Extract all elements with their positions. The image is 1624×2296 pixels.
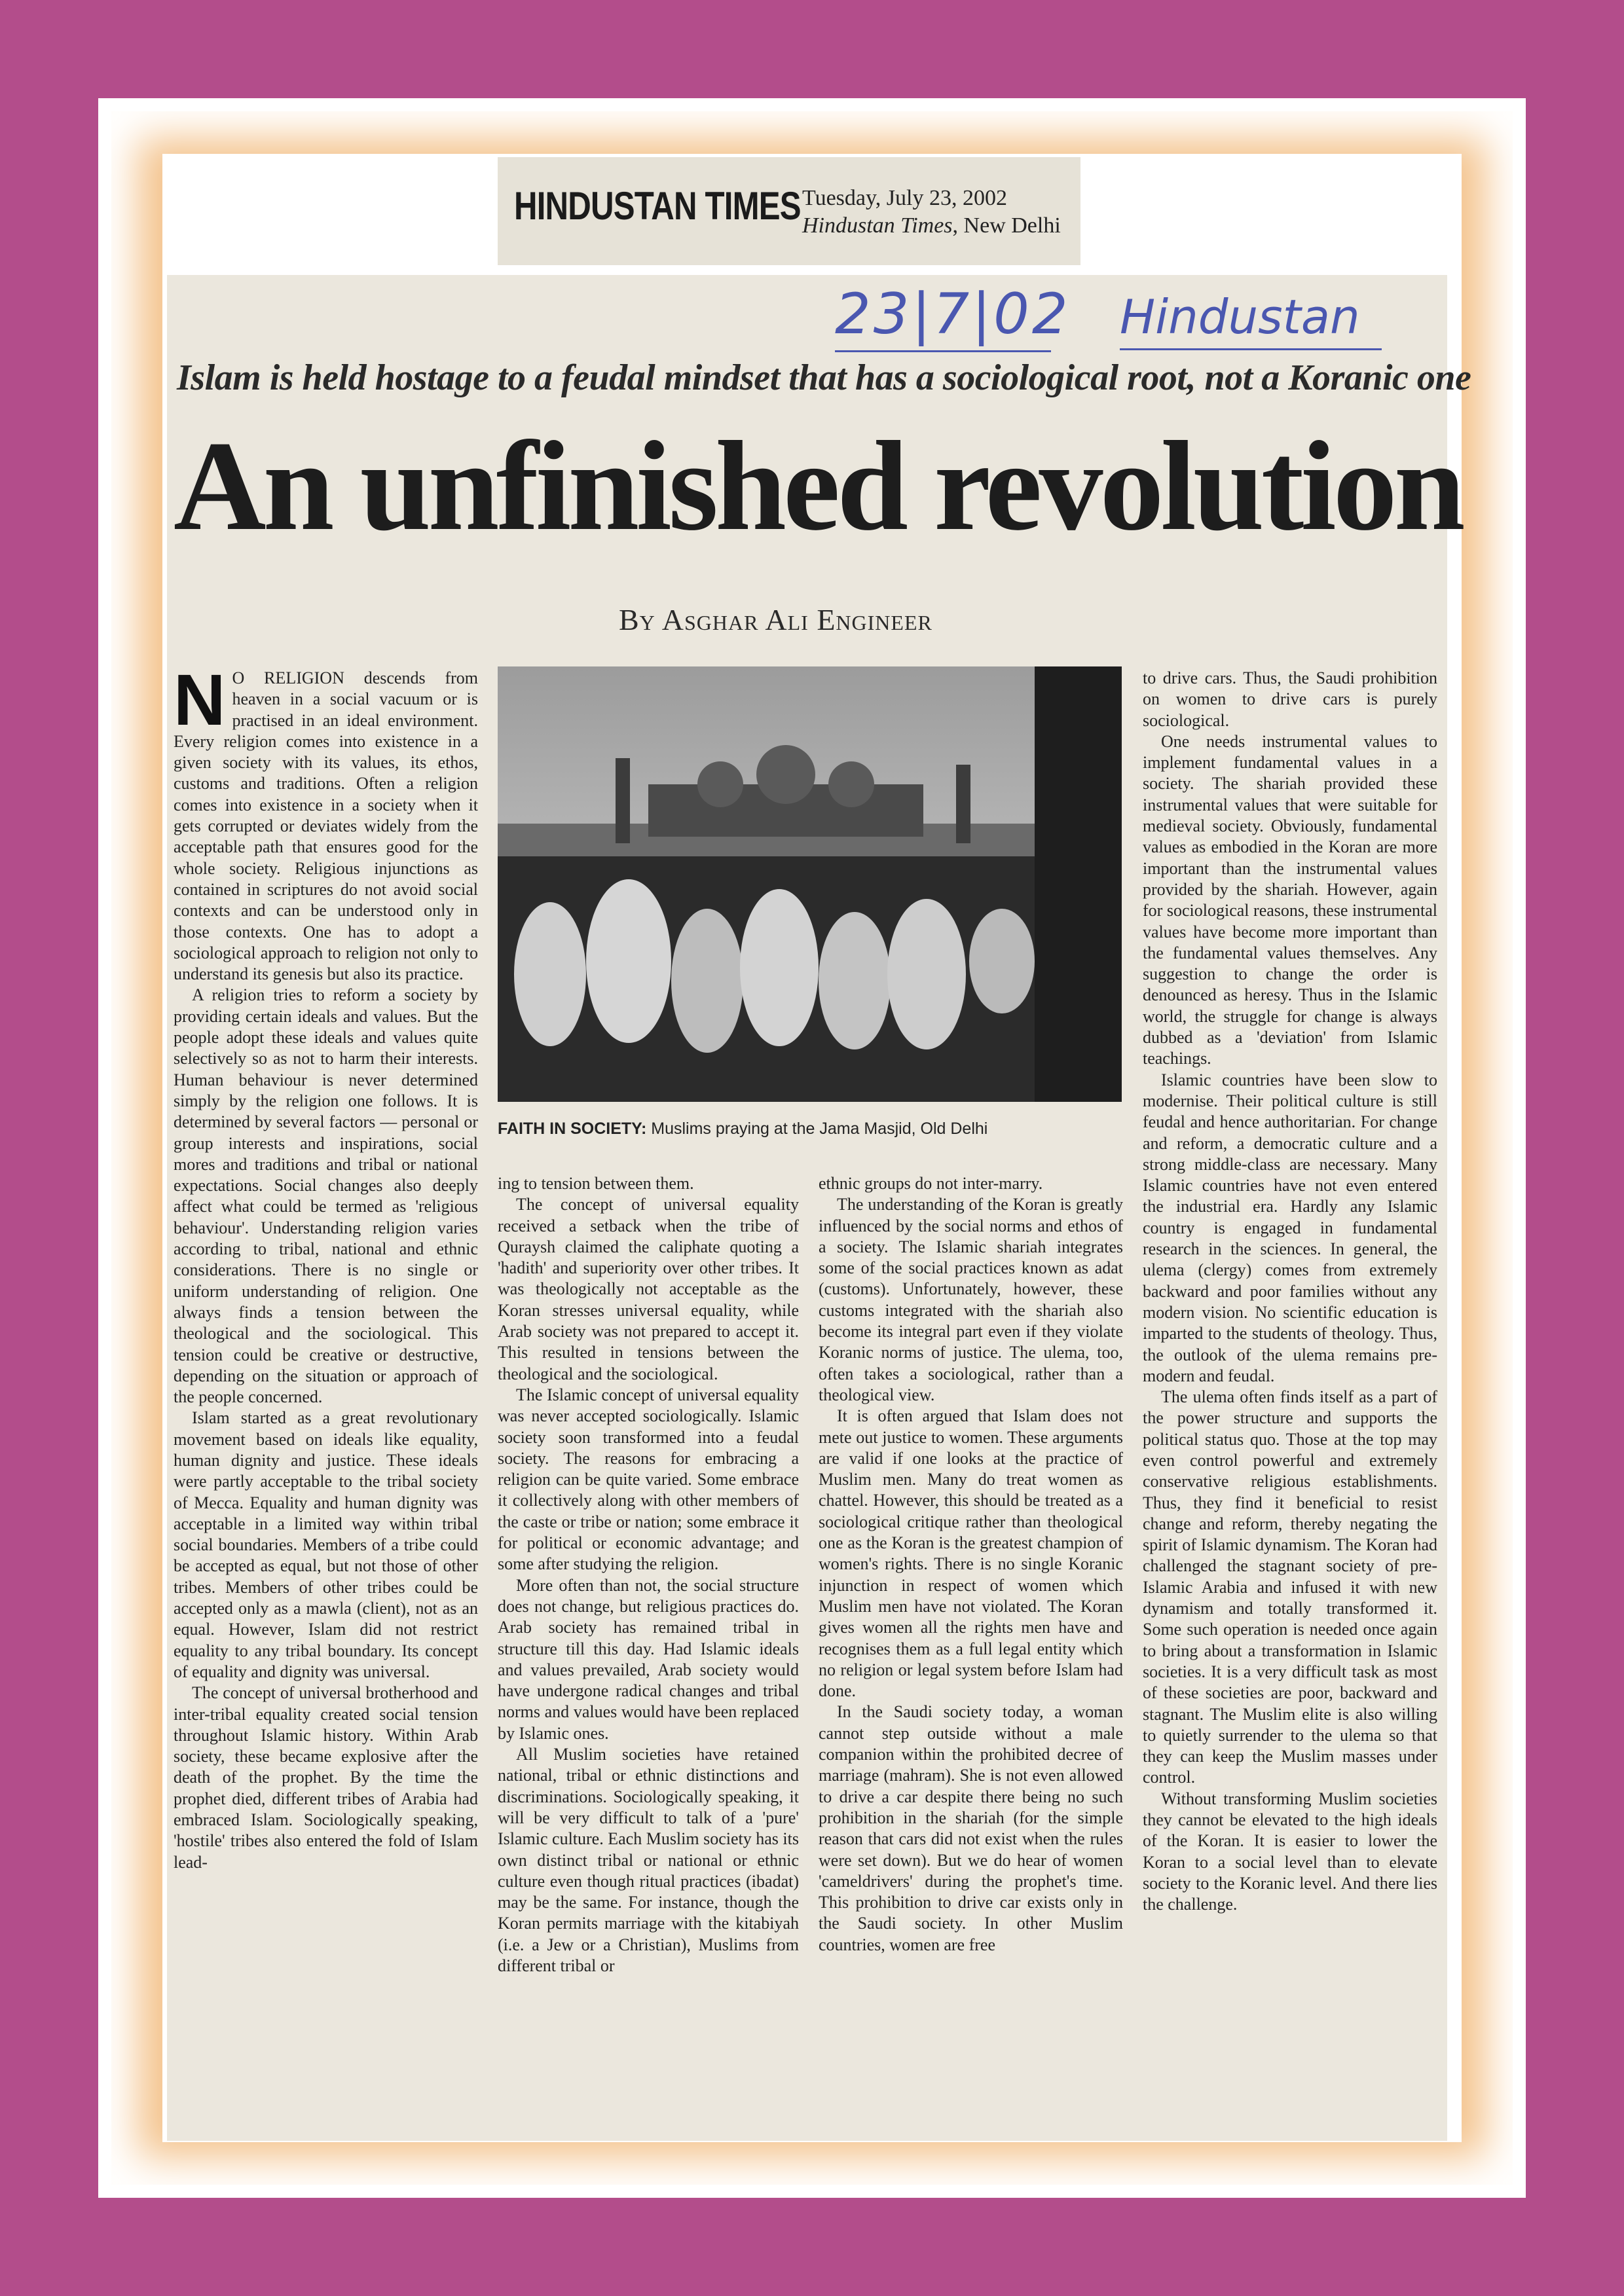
article-column-1 (174, 660, 478, 1873)
edition-city: , New Delhi (952, 213, 1061, 238)
paragraph: to drive cars. Thus, the Saudi prohibition on women to drive cars is purely sociological. (1143, 668, 1437, 730)
article-clipping (167, 275, 1471, 2141)
paragraph: The ulema often finds itself as a part of the power structure and supports the political status quo. Those at the top may even control powerful and extremely conservative religious establishments. Thus, they find it beneficial to resist change and reform, thereby negating the spirit of Islamic dynamism. The Koran had challenged the stagnant society of pre-Islamic Arabia and infused it with new dynamism and totally transformed it. Some such operation is needed once again to bring about a transformation in Islamic societies. It is a very difficult task as most of these societies are poor, backward and stagnant. The Muslim elite is also willing to quietly surrender to the ulema so that they can keep the Muslim masses under control. (1143, 1387, 1437, 1787)
article-byline: By Asghar Ali Engineer (619, 603, 932, 636)
paragraph: In the Saudi society today, a woman cannot step outside without a male companion within the prohibited decree of marriage (mahram). She is not even allowed to drive a car despite there being no such prohibition in the shariah (for the simple reason that cars did not exist when the rules were set down). But we do hear of women 'cameldrivers' during the prophet's time. This prohibition to drive car exists only in the Saudi society. In other Muslim countries, women are free (819, 1702, 1123, 1954)
drop-cap: N (174, 660, 226, 740)
paragraph: ing to tension between them. (498, 1174, 694, 1193)
paragraph: The concept of universal equality received a setback when the tribe of Quraysh claimed the caliphate quoting a 'hadith' and superiority over other tribes. It was theologically not acceptable as the Koran stresses universal equality, while Arab society was not prepared to accept it. This resulted in tensions between the theological and the sociological. (498, 1195, 799, 1383)
article-kicker: Islam is held hostage to a feudal mindset that has a sociological root, not a Koranic one (177, 357, 1471, 398)
paragraph: More often than not, the social structure does not change, but religious practices do. Arab society has remained tribal in structure till this day. Had Islamic ideals and values prevailed, Arab society would have undergone radical changes and tribal norms and values would have been replaced by Islamic ones. (498, 1575, 799, 1743)
handwritten-underline (835, 350, 1051, 352)
paragraph: The concept of universal brotherhood and inter-tribal equality created social tension throughout Islamic history. Within Arab society, these became explosive after the death of the prophet. By the time the prophet died, different tribes of Arabia had embraced Islam. Sociologically speaking, 'hostile' tribes also entered the fold of Islam lead- (174, 1683, 478, 1872)
article-column-4 (1143, 668, 1437, 1916)
paragraph: N O RELIGION descends from heaven in a social vacuum or is practised in an ideal environment. Every religion comes into existence in a given society with its values, its ethos, customs and traditions. Often a religion comes into existence in a society when it gets corrupted or deviates widely from the acceptable path that ensures good for the whole society. Religious injunctions as contained in scriptures do not avoid social contexts and can be understood only in those contexts. One has to adopt a sociological approach to religion not only to understand its genesis but also its practice. (174, 660, 478, 984)
photo-caption (498, 1120, 987, 1139)
mosque-prayer-illustration (498, 666, 1122, 1102)
paragraph: A religion tries to reform a society by providing certain ideals and values. But the people adopt these ideals and values quite selectively so as not to harm their interests. Human behaviour is never determined simply by the religion one follows. It is determined by several factors — personal or group interests and inspirations, social mores and traditions and tribal or national expectations. Social changes also deeply affect what could be termed as 'religious behaviour'. Understanding religion varies according to tribal, national and ethnic considerations. There is no single or uniform understanding of religion. One always finds a tension between the theological and the sociological. This tension could be creative or destructive, depending on the situation or approach of the people concerned. (174, 985, 478, 1407)
paragraph: ethnic groups do not inter-marry. (819, 1174, 1043, 1193)
paragraph: The Islamic concept of universal equality was never accepted sociologically. Islamic society soon transformed into a feudal society. The reasons for embracing a religion can be quite varied. Some embrace it collectively along with other members of the caste or tribe or nation; some embrace it for political or economic advantage; and some after studying the religion. (498, 1385, 799, 1574)
paragraph: Islam started as a great revolutionary movement based on ideals like equality, human dignity and justice. These ideals were partly acceptable to the tribal society of Mecca. Equality and human dignity was acceptable in a limited way within tribal social boundaries. Members of a tribe could be accepted as equal, but not those of other tribes. Members of other tribes could be accepted only as a mawla (client), not as an equal. However, Islam did not restrict equality to any tribal boundary. Its concept of equality and dignity was universal. (174, 1408, 478, 1681)
newspaper-name: HINDUSTAN TIMES (514, 184, 801, 228)
paragraph: It is often argued that Islam does not mete out justice to women. These arguments are valid if one looks at the practice of Muslim men. Many do treat women as chattel. However, this should be treated as a sociological critique rather than theological one as the Koran is the greatest champion of women's rights. There is no single Koranic injunction in respect of women which Muslim men have not violated. The Koran gives women all the rights men have and recognises them as a full legal entity which no religion or legal system before Islam had done. (819, 1406, 1123, 1701)
paragraph: The understanding of the Koran is greatly influenced by the social norms and ethos of a society. The Islamic shariah integrates some of the social practices known as adat (customs). Unfortunately, however, these customs integrated with the shariah also become its integral part even if they violate Koranic norms of justice. The ulema, too, often takes a sociological, rather than a theological view. (819, 1195, 1123, 1404)
handwritten-paper-name: Hindustan (1120, 289, 1360, 344)
publication-date: Tuesday, July 23, 2002 (802, 186, 1007, 210)
paragraph: One needs instrumental values to implement fundamental values in a society. The shariah provided these instrumental values that were suitable for medieval society. Obviously, fundamental values as embodied in the Koran are more important than the instrumental values provided by the shariah. However, again for sociological reasons, these instrumental values have become more important than the fundamental values themselves. Any suggestion to change the order is denounced as heresy. Thus in the Islamic world, the struggle for change is always dubbed as a 'deviation' from Islamic teachings. (1143, 731, 1437, 1068)
article-column-3 (819, 1173, 1123, 1956)
article-column-2 (498, 1173, 799, 1977)
handwritten-underline (1120, 348, 1382, 350)
edition-paper: Hindustan Times (802, 213, 953, 238)
paragraph: All Muslim societies have retained national, tribal or ethnic distinctions and discriminations. Sociologically speaking, it will be very difficult to talk of a 'pure' Islamic culture. Each Muslim society has its own distinct tribal or national or ethnic culture even though ritual practices (ibadat) may be the same. For instance, though the Koran permits marriage with the kitabiyah (i.e. a Jew or a Christian), Muslims from different tribal or (498, 1745, 799, 1975)
publication-info (802, 185, 1061, 240)
publication-edition (802, 212, 1061, 240)
caption-text: Muslims praying at the Jama Masjid, Old Delhi (646, 1120, 988, 1138)
jama-masjid-photo (498, 666, 1122, 1102)
masthead-clipping (498, 157, 1080, 265)
paragraph: Islamic countries have been slow to modernise. Their political culture is still feudal and hence authoritarian. For change and reform, a democratic culture and a strong middle-class are necessary. Many Islamic countries have not even entered the industrial era. Hardly any Islamic country is engaged in fundamental research in the sciences. In general, the ulema (clergy) comes from extremely backward and poor families without any modern vision. No scientific education is imparted to the students of theology. Thus, the outlook of the ulema remains pre-modern and feudal. (1143, 1070, 1437, 1385)
article-headline: An unfinished revolution (174, 415, 1462, 557)
handwritten-date: 23|7|02 (835, 282, 1071, 347)
caption-label: FAITH IN SOCIETY: (498, 1120, 647, 1138)
paragraph: Without transforming Muslim societies they cannot be elevated to the high ideals of the Koran. It is easier to lower the Koran to a social level than to elevate society to the Koranic level. And there lies the challenge. (1143, 1789, 1437, 1914)
